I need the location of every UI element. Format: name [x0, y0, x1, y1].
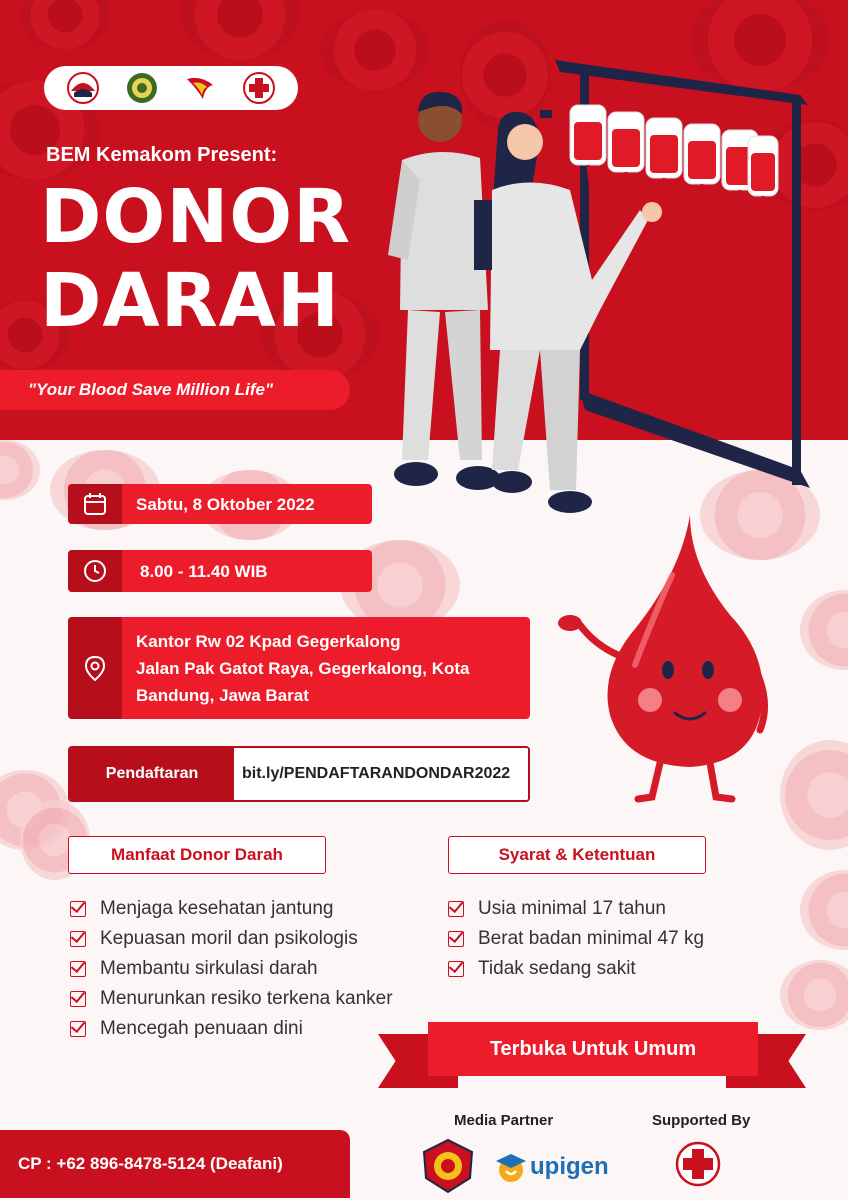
bem-bird-logo-icon	[183, 71, 217, 105]
checkbox-icon	[70, 901, 86, 917]
list-item-label: Mencegah penuaan dini	[100, 1018, 303, 1039]
benefits-title: Manfaat Donor Darah	[68, 836, 326, 874]
registration-bar	[68, 746, 530, 802]
page-title	[40, 175, 351, 343]
location-line-3: Bandung, Jawa Barat	[136, 685, 309, 705]
title-line-2: DARAH	[40, 258, 340, 344]
tagline: "Your Blood Save Million Life"	[0, 370, 350, 410]
event-date-bar	[68, 484, 372, 524]
checkbox-icon	[70, 931, 86, 947]
requirements-list	[448, 894, 704, 984]
list-item	[70, 924, 393, 954]
list-item	[448, 924, 704, 954]
list-item-label: Usia minimal 17 tahun	[478, 898, 666, 919]
list-item-label: Berat badan minimal 47 kg	[478, 928, 705, 949]
logo-bar	[44, 66, 298, 110]
list-item-label: Menurunkan resiko terkena kanker	[100, 988, 393, 1009]
event-time: 8.00 - 11.40 WIB	[140, 561, 268, 581]
clock-icon	[82, 558, 108, 584]
list-item	[448, 894, 704, 924]
registration-label: Pendaftaran	[70, 748, 234, 800]
title-line-1: DONOR	[40, 174, 352, 260]
list-item	[70, 1014, 393, 1044]
checkbox-icon	[70, 991, 86, 1007]
supported-by-label: Supported By	[652, 1112, 751, 1129]
checkbox-icon	[448, 931, 464, 947]
media-partner-emblem-icon	[420, 1138, 476, 1194]
list-item	[70, 894, 393, 924]
contact-person: CP : +62 896-8478-5124 (Deafani)	[0, 1130, 350, 1198]
location-line-2: Jalan Pak Gatot Raya, Gegerkalong, Kota	[136, 658, 470, 678]
checkbox-icon	[70, 1021, 86, 1037]
checkbox-icon	[448, 901, 464, 917]
registration-link[interactable]: bit.ly/PENDAFTARANDONDAR2022	[234, 748, 528, 800]
donor-illustration	[380, 50, 820, 520]
banner-text: Terbuka Untuk Umum	[428, 1022, 758, 1076]
list-item	[448, 954, 704, 984]
upigen-text: upigen	[530, 1153, 609, 1180]
calendar-icon	[82, 491, 108, 517]
checkbox-icon	[448, 961, 464, 977]
presenter-text: BEM Kemakom Present:	[46, 144, 278, 166]
red-cross-logo-icon	[242, 71, 276, 105]
media-partner-label: Media Partner	[454, 1112, 554, 1129]
benefits-list	[70, 894, 393, 1044]
requirements-title: Syarat & Ketentuan	[448, 836, 706, 874]
male-health-worker	[388, 92, 500, 490]
university-logo-icon	[66, 71, 100, 105]
event-date: Sabtu, 8 Oktober 2022	[136, 494, 315, 514]
location-line-1: Kantor Rw 02 Kpad Gegerkalong	[136, 631, 401, 651]
event-time-bar	[68, 550, 372, 592]
upigen-logo	[494, 1150, 609, 1184]
event-location-bar	[68, 617, 530, 719]
red-cross-supporter-icon	[674, 1140, 722, 1188]
checkbox-icon	[70, 961, 86, 977]
list-item	[70, 954, 393, 984]
list-item-label: Tidak sedang sakit	[478, 958, 636, 979]
list-item-label: Membantu sirkulasi darah	[100, 958, 318, 979]
upigen-graduation-cap-icon	[494, 1150, 528, 1184]
location-pin-icon	[82, 655, 108, 681]
faculty-seal-icon	[125, 71, 159, 105]
list-item-label: Kepuasan moril dan psikologis	[100, 928, 358, 949]
list-item	[70, 984, 393, 1014]
list-item-label: Menjaga kesehatan jantung	[100, 898, 334, 919]
blood-drop-mascot	[540, 505, 770, 805]
blood-bags	[570, 105, 778, 245]
open-to-public-banner	[378, 1022, 806, 1092]
